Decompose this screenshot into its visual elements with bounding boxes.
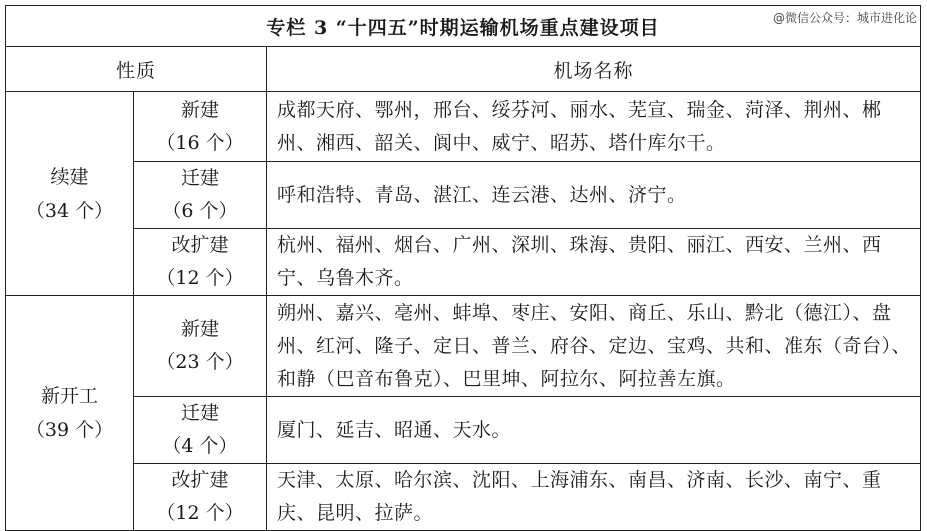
- airport-names-cell: 杭州、福州、烟台、广州、深圳、珠海、贵阳、丽江、西安、兰州、西宁、乌鲁木齐。: [267, 229, 921, 296]
- group-count: （39 个）: [25, 419, 114, 441]
- airport-projects-table: [5, 5, 921, 531]
- group-cell-continued: [6, 92, 134, 296]
- airport-names-cell: 厦门、延吉、昭通、天水。: [267, 397, 921, 464]
- type-count: （16 个）: [156, 131, 244, 154]
- table-row: [6, 162, 921, 229]
- airport-names-cell: 成都天府、鄂州，邢台、绥芬河、丽水、芜宣、瑞金、菏泽、荆州、郴州、湘西、韶关、阆中、威宁、昭苏、塔什库尔干。: [267, 92, 921, 162]
- type-cell: [134, 92, 267, 162]
- type-cell: [134, 296, 267, 397]
- type-count: （6 个）: [162, 200, 238, 222]
- table-row: [6, 296, 921, 397]
- header-row: [6, 47, 921, 92]
- group-count: （34 个）: [25, 199, 114, 222]
- table-row: [6, 397, 921, 464]
- table-row: [6, 229, 921, 296]
- type-label: 新建: [180, 318, 219, 340]
- group-label: 新开工: [40, 385, 98, 407]
- watermark-text: @微信公众号：城市进化论: [772, 11, 917, 25]
- header-nature: 性质: [6, 47, 267, 92]
- table-row: [6, 92, 921, 162]
- airport-names-cell: 天津、太原、哈尔滨、沈阳、上海浦东、南昌、济南、长沙、南宁、重庆、昆明、拉萨。: [267, 464, 921, 531]
- type-count: （12 个）: [156, 502, 244, 524]
- type-count: （12 个）: [156, 267, 244, 289]
- type-cell: [134, 162, 267, 229]
- type-label: 改扩建: [171, 469, 229, 491]
- type-label: 改扩建: [171, 234, 229, 256]
- table-row: [6, 464, 921, 531]
- type-label: 迁建: [180, 402, 219, 424]
- group-cell-new-start: [6, 296, 134, 531]
- table-title: 专栏 3 “十四五”时期运输机场重点建设项目: [6, 6, 921, 47]
- type-count: （4 个）: [162, 435, 238, 457]
- type-cell: [134, 229, 267, 296]
- header-airport-names: 机场名称: [267, 47, 921, 92]
- airport-names-cell: 朔州、嘉兴、亳州、蚌埠、枣庄、安阳、商丘、乐山、黔北（德江）、盘州、红河、隆子、定日、普兰、府谷、定边、宝鸡、共和、准东（奇台）、和静（巴音布鲁克）、巴里坤、阿拉尔、阿拉善左旗。: [267, 296, 921, 397]
- type-label: 新建: [180, 98, 219, 121]
- type-count: （23 个）: [156, 351, 244, 373]
- airport-names-cell: 呼和浩特、青岛、湛江、连云港、达州、济宁。: [267, 162, 921, 229]
- type-cell: [134, 464, 267, 531]
- type-cell: [134, 397, 267, 464]
- type-label: 迁建: [180, 167, 219, 189]
- group-label: 续建: [50, 165, 89, 188]
